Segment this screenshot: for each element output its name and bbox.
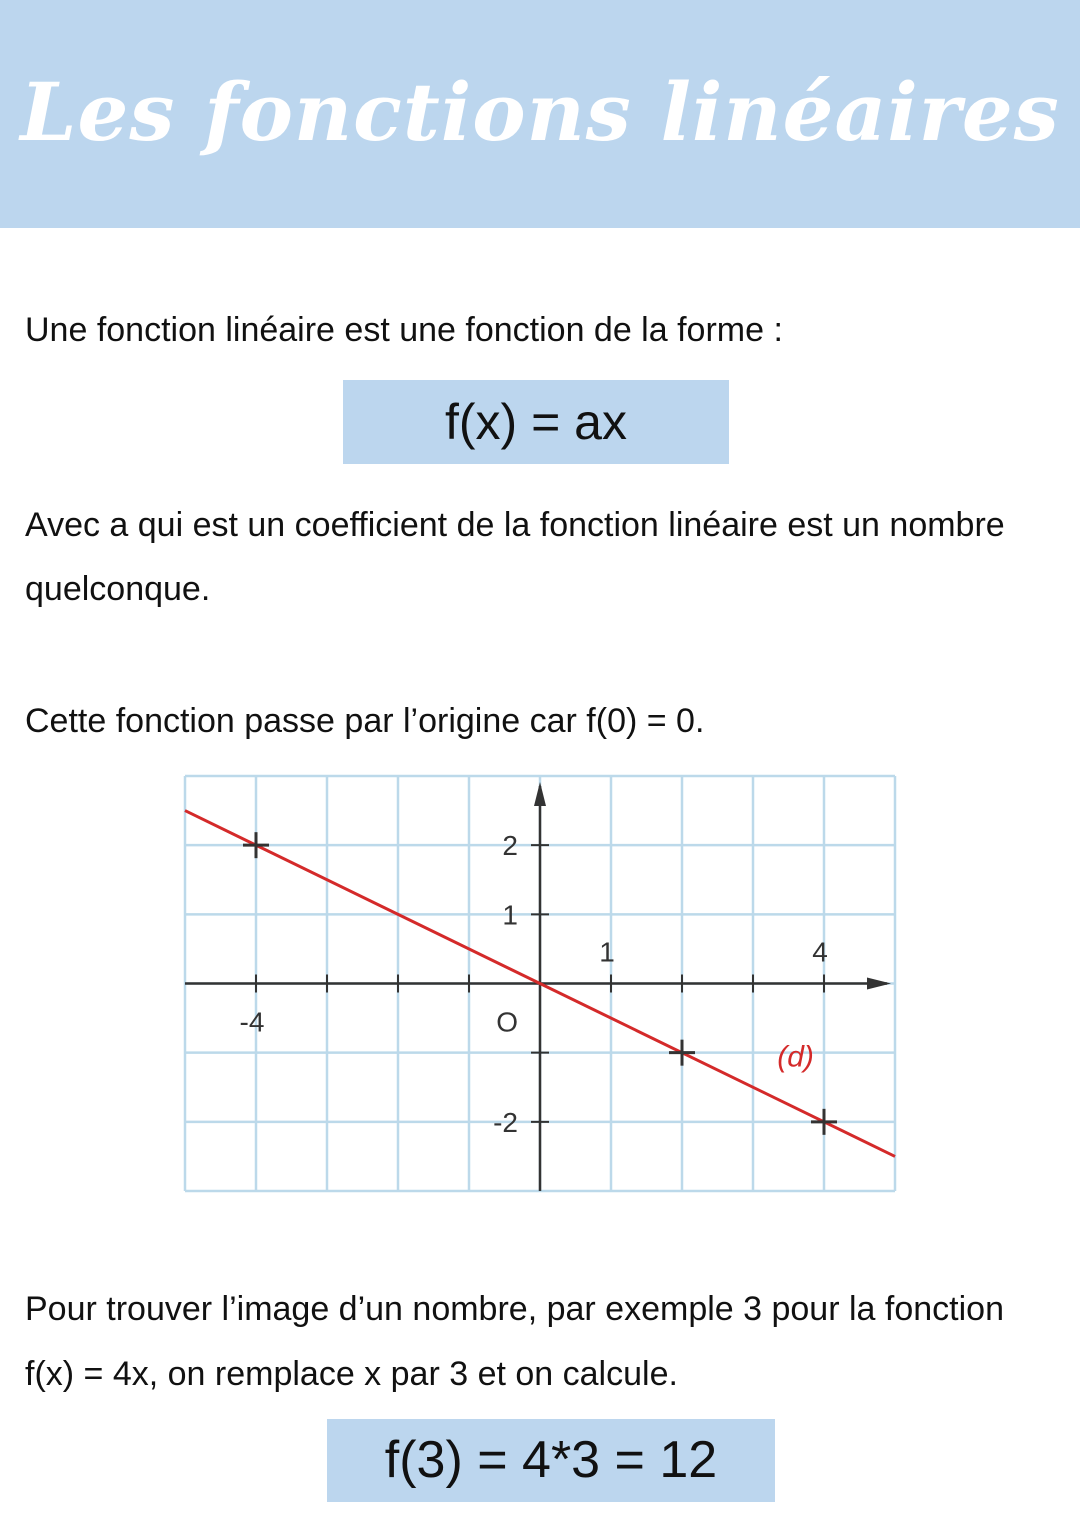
x-tick-label: 4	[812, 936, 828, 968]
linear-function-graph	[183, 774, 897, 1194]
x-axis-arrow	[867, 978, 891, 990]
x-tick-label: 1	[599, 936, 615, 968]
coefficient-text-line1: Avec a qui est un coefficient de la fonction linéaire est un nombre	[25, 506, 1005, 544]
header-banner	[0, 0, 1080, 228]
y-tick-label: 1	[502, 899, 518, 931]
y-tick-label: -2	[493, 1106, 518, 1138]
axes	[185, 782, 891, 1191]
origin-label: O	[496, 1006, 518, 1038]
y-axis-arrow	[534, 782, 546, 806]
line-label: (d)	[777, 1040, 814, 1074]
image-text-line1: Pour trouver l’image d’un nombre, par exemple 3 pour la fonction	[25, 1290, 1004, 1328]
formula-main: f(x) = ax	[445, 394, 627, 450]
formula-example: f(3) = 4*3 = 12	[384, 1431, 718, 1489]
coefficient-text-line2: quelconque.	[25, 570, 211, 608]
image-text-line2: f(x) = 4x, on remplace x par 3 et on calcule.	[25, 1355, 678, 1393]
formula-main-box	[343, 380, 729, 464]
y-tick-label: 2	[502, 830, 518, 862]
page-title: Les fonctions linéaires	[20, 65, 1060, 159]
intro-text: Une fonction linéaire est une fonction de la forme :	[25, 311, 783, 349]
origin-text: Cette fonction passe par l’origine car f(0) = 0.	[25, 702, 705, 740]
formula-example-box	[327, 1419, 775, 1502]
x-tick-label: -4	[239, 1006, 265, 1038]
